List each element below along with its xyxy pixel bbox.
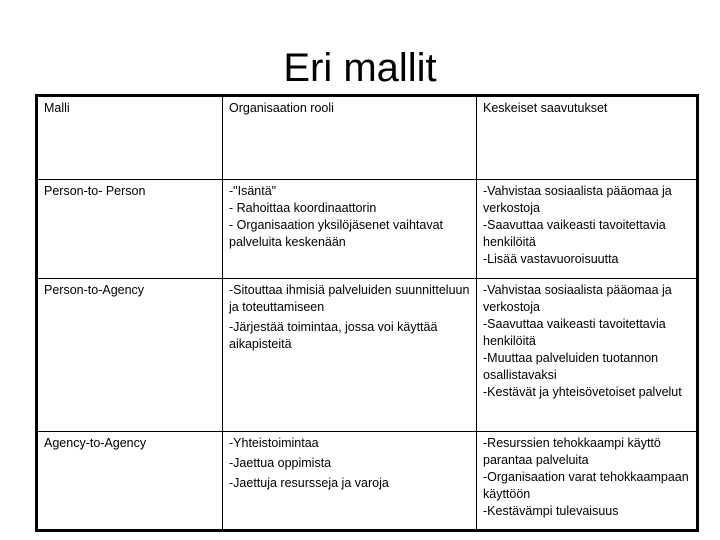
header-cell-role: Organisaation rooli	[223, 96, 477, 180]
model-cell	[37, 432, 223, 531]
role-item: -Järjestää toimintaa, jossa voi käyttää aikapisteitä	[229, 320, 438, 351]
outcomes-cell	[477, 180, 698, 279]
outcome-item: -Saavuttaa vaikeasti tavoitettavia henkilöitä	[483, 317, 666, 348]
role-item: -Jaettuja resursseja ja varoja	[229, 476, 389, 490]
outcome-item: -Kestävämpi tulevaisuus	[483, 504, 619, 518]
header-cell-outcomes: Keskeiset saavutukset	[477, 96, 698, 180]
outcomes-cell	[477, 432, 698, 531]
table-row	[37, 180, 698, 279]
role-cell	[223, 180, 477, 279]
outcome-item: -Kestävät ja yhteisövetoiset palvelut	[483, 385, 682, 399]
model-name: Person-to- Person	[44, 184, 146, 198]
role-item: -"Isäntä"	[229, 184, 277, 198]
table-row	[37, 432, 698, 531]
model-name: Agency-to-Agency	[44, 436, 147, 450]
page-title: Eri mallit	[283, 46, 437, 90]
role-cell	[223, 279, 477, 432]
model-cell	[37, 279, 223, 432]
outcome-item: -Lisää vastavuoroisuutta	[483, 252, 619, 266]
outcome-item: -Saavuttaa vaikeasti tavoitettavia henkilöitä	[483, 218, 666, 249]
role-item: - Organisaation yksilöjäsenet vaihtavat palveluita keskenään	[229, 218, 444, 249]
role-item: -Yhteistoimintaa	[229, 436, 319, 450]
outcome-item: -Organisaation varat tehokkaampaan käyttöön	[483, 470, 689, 501]
header-cell-model: Malli	[37, 96, 223, 180]
role-item: -Jaettua oppimista	[229, 456, 332, 470]
outcome-item: -Resurssien tehokkaampi käyttö parantaa palveluita	[483, 436, 661, 467]
role-cell	[223, 432, 477, 531]
models-table	[35, 94, 699, 532]
table-header-row	[37, 96, 698, 180]
outcomes-cell	[477, 279, 698, 432]
model-cell	[37, 180, 223, 279]
role-item: - Rahoittaa koordinaattorin	[229, 201, 377, 215]
outcome-item: -Muuttaa palveluiden tuotannon osallistavaksi	[483, 351, 659, 382]
outcome-item: -Vahvistaa sosiaalista pääomaa ja verkostoja	[483, 184, 672, 215]
model-name: Person-to-Agency	[44, 283, 145, 297]
outcome-item: -Vahvistaa sosiaalista pääomaa ja verkostoja	[483, 283, 672, 314]
table-row	[37, 279, 698, 432]
role-item: -Sitouttaa ihmisiä palveluiden suunnitteluun ja toteuttamiseen	[229, 283, 470, 314]
